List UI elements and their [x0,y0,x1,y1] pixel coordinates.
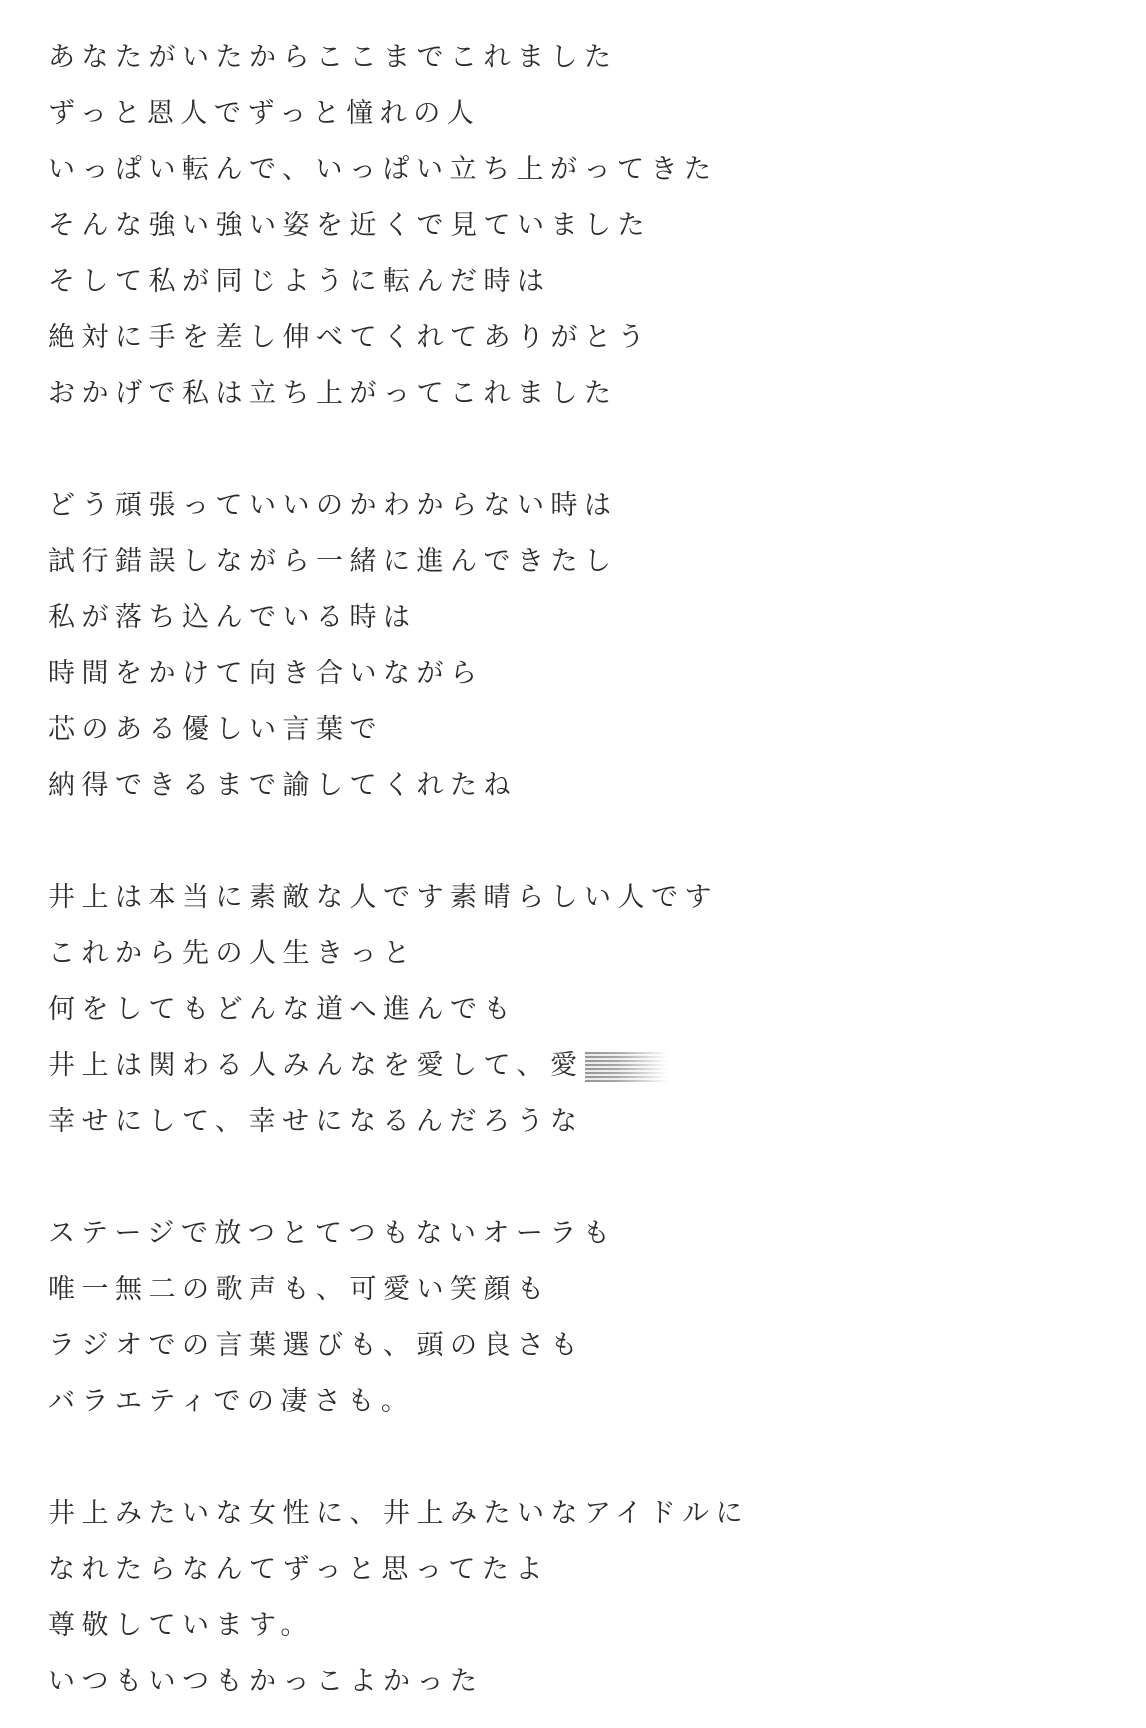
text-line: いっぱい転んで、いっぱい立ち上がってきた [48,154,718,185]
stanza-gap [48,1430,1108,1486]
stanza-4 [48,1206,1108,1430]
text-line: 何をしてもどんな道へ進んでも [48,994,517,1025]
letter-body [48,30,1108,1710]
text-line: そんな強い強い姿を近くで見ていました [48,210,651,241]
text-line: いつもいつもかっこよかった [48,1666,484,1697]
stanza-gap [48,1150,1108,1206]
stanza-3 [48,870,1108,1150]
stanza-gap [48,814,1108,870]
text-line: 唯一無二の歌声も、可愛い笑顔も [48,1274,551,1305]
text-line-content: 井上は関わる人みんなを愛して、愛 [48,1050,584,1081]
text-line: 井上は本当に素敵な人です素晴らしい人です [48,882,718,913]
text-line: そして私が同じように転んだ時は [48,266,551,297]
text-line-smeared [48,1038,1108,1094]
text-line: 私が落ち込んでいる時は [48,602,417,633]
text-line: 絶対に手を差し伸べてくれてありがとう [48,322,651,353]
text-line: あなたがいたからここまでこれました [48,42,618,73]
text-line: ずっと恩人でずっと憧れの人 [48,98,481,129]
text-line: 幸せにして、幸せになるんだろうな [48,1106,584,1137]
text-line: 時間をかけて向き合いながら [48,658,484,689]
text-line: これから先の人生きっと [48,938,417,969]
text-line: どう頑張っていいのかわからない時は [48,490,618,521]
text-line: 納得できるまで諭してくれたね [48,770,517,801]
text-line: なれたらなんてずっと思ってたよ [48,1554,549,1585]
text-line: おかげで私は立ち上がってこれました [48,378,618,409]
stanza-1 [48,30,1108,422]
text-line: 尊敬しています。 [48,1610,314,1641]
text-line: 井上みたいな女性に、井上みたいなアイドルに [48,1498,750,1529]
stanza-2 [48,478,1108,814]
text-line: 試行錯誤しながら一緒に進んできたし [48,546,618,577]
text-line: バラエティでの凄さも。 [48,1386,415,1417]
stanza-gap [48,422,1108,478]
text-line: ステージで放つとてつもないオーラも [48,1218,617,1249]
motion-blur-smear [585,1052,669,1082]
stanza-5 [48,1486,1108,1710]
text-line: ラジオでの言葉選びも、頭の良さも [48,1330,584,1361]
text-line: 芯のある優しい言葉で [48,714,383,745]
